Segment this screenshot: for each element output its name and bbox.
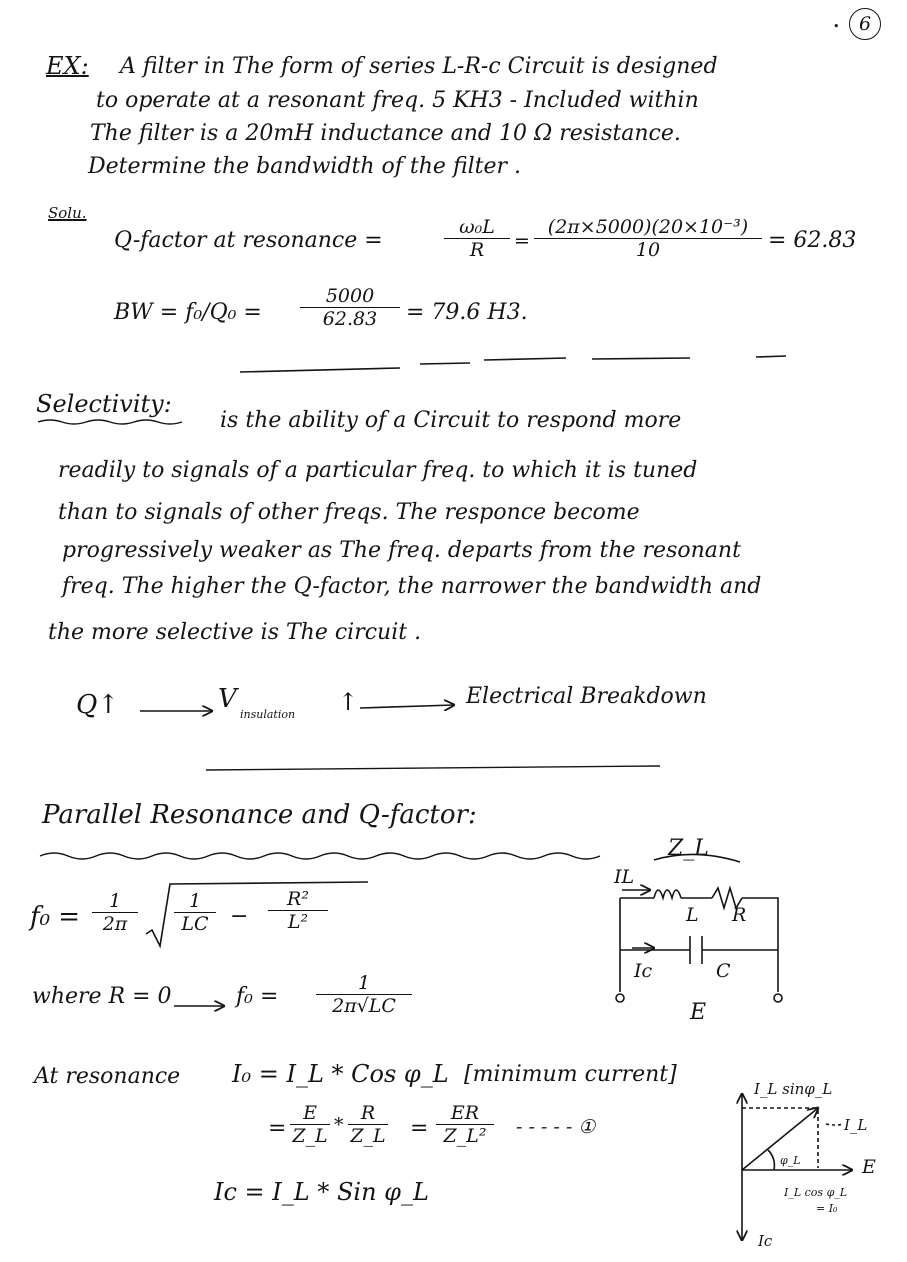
bw-numerator: 5000 xyxy=(325,285,375,307)
section-separator xyxy=(206,766,660,770)
sqrt-sign xyxy=(146,882,368,946)
selectivity-line-1: readily to signals of a particular freq. to which it is tuned xyxy=(58,458,698,483)
f0-term-a-num: 1 xyxy=(188,890,202,912)
r-numerator: R xyxy=(360,1102,376,1124)
example-line-4: Determine the bandwidth of the filter . xyxy=(88,154,522,179)
circuit-l-label: L xyxy=(686,904,699,926)
where-f0: f₀ = xyxy=(236,984,279,1009)
selectivity-title: Selectivity: xyxy=(36,390,172,418)
phasor-phi-label: φ_L xyxy=(780,1154,801,1167)
frac-equals-2: = xyxy=(410,1116,429,1141)
example-line-3: The filter is a 20mH inductance and 10 Ω resistance. xyxy=(90,121,681,146)
phasor-il-sin-label: I_L sinφ_L xyxy=(754,1080,833,1098)
bw-lhs: BW = f₀/Q₀ = xyxy=(114,300,262,325)
example-line-2: to operate at a resonant freq. 5 KH3 - Included within xyxy=(96,88,699,113)
q-factor-lhs: Q-factor at resonance = xyxy=(114,228,383,253)
example-line-1: A filter in The form of series L-R-c Circuit is designed xyxy=(120,54,718,79)
phasor-il-cos-label: I_L cos φ_L xyxy=(784,1186,848,1199)
f0-one: 1 xyxy=(108,890,122,912)
q-denominator-1: R xyxy=(444,238,510,261)
circuit-il-label: IL xyxy=(614,866,635,888)
selectivity-line-4: freq. The higher the Q-factor, the narrower the bandwidth and xyxy=(62,574,762,599)
at-resonance: At resonance xyxy=(34,1064,181,1089)
multiply-star: * xyxy=(334,1114,344,1136)
selectivity-underline xyxy=(38,420,182,424)
er-numerator: ER xyxy=(450,1102,480,1124)
q-equals: = xyxy=(514,230,530,252)
phasor-diagram xyxy=(742,1094,852,1240)
chain-q-up: Q↑ xyxy=(76,690,120,720)
page-number: 6 xyxy=(849,8,881,40)
where-denominator: 2π√LC xyxy=(316,994,412,1017)
selectivity-line-5: the more selective is The circuit . xyxy=(48,620,422,645)
dot-mark: • xyxy=(833,20,840,33)
chain-v: V xyxy=(218,684,237,714)
parallel-rlc-circuit xyxy=(616,854,782,1002)
e-numerator: E xyxy=(303,1102,317,1124)
where-numerator: 1 xyxy=(357,972,371,994)
chain-up-arrow: ↑ xyxy=(338,688,359,716)
equation-number-1: - - - - - ① xyxy=(516,1116,596,1138)
example-label: EX: xyxy=(46,52,89,80)
parallel-title: Parallel Resonance and Q-factor: xyxy=(42,800,477,830)
phasor-il-label: I_L xyxy=(844,1116,868,1134)
circuit-c-label: C xyxy=(716,960,731,982)
chain-arrow-2 xyxy=(360,705,454,708)
q-denominator-2: 10 xyxy=(534,238,762,261)
parallel-underline xyxy=(40,853,600,859)
phasor-e-label: E xyxy=(862,1156,876,1178)
zl-denominator-2: Z_L xyxy=(348,1124,388,1147)
frac-equals: = xyxy=(268,1116,287,1141)
f0-term-a-den: LC xyxy=(174,912,216,935)
chain-electrical-breakdown: Electrical Breakdown xyxy=(466,684,707,709)
bw-denominator: 62.83 xyxy=(300,307,400,330)
zl-squared-denominator: Z_L² xyxy=(436,1124,494,1147)
f0-minus: − xyxy=(230,904,249,929)
ic-equation: Ic = I_L * Sin φ_L xyxy=(214,1178,429,1206)
q-result: = 62.83 xyxy=(768,228,857,253)
where-r-zero: where R = 0 xyxy=(32,984,172,1009)
chain-v-subscript: insulation xyxy=(240,708,296,721)
phasor-io-label: = I₀ xyxy=(816,1202,838,1215)
f0-term-b-den: L² xyxy=(268,910,328,933)
circuit-ic-label: Ic xyxy=(634,960,653,982)
circuit-r-label: R xyxy=(732,904,747,926)
circuit-zl-label: Z_L xyxy=(668,836,709,861)
zl-denominator: Z_L xyxy=(290,1124,330,1147)
selectivity-line-0: is the ability of a Circuit to respond more xyxy=(220,408,682,433)
selectivity-line-2: than to signals of other freqs. The responce become xyxy=(58,500,640,525)
io-equation: I₀ = I_L * Cos φ_L xyxy=(232,1060,449,1088)
q-numerator-2: (2π×5000)(20×10⁻³) xyxy=(547,216,749,238)
f0-term-b-num: R² xyxy=(287,888,309,910)
phasor-ic-label: Ic xyxy=(758,1232,773,1250)
circuit-e-label: E xyxy=(690,1000,707,1025)
f0-two-pi: 2π xyxy=(92,912,138,935)
selectivity-line-3: progressively weaker as The freq. departs from the resonant xyxy=(62,538,741,563)
q-numerator-1: ω₀L xyxy=(459,216,495,238)
f0-lhs: f₀ = xyxy=(30,902,81,932)
separator-dashes xyxy=(240,356,786,372)
minimum-current-note: [minimum current] xyxy=(464,1062,677,1087)
bw-result: = 79.6 H3. xyxy=(406,300,528,325)
solution-label: Solu. xyxy=(48,204,87,222)
